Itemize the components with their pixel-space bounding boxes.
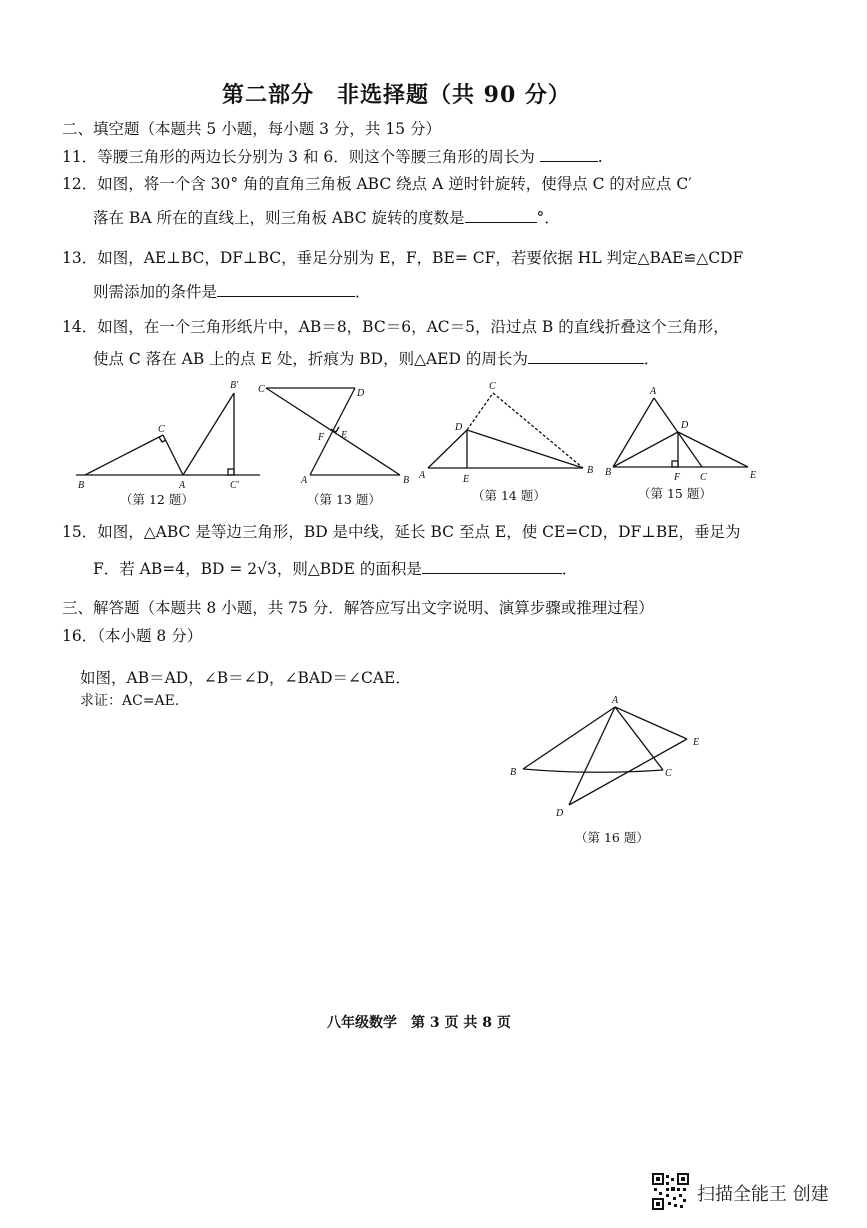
segment-bc: [523, 769, 663, 772]
label-a: A: [612, 695, 619, 706]
segment-ae: [615, 707, 687, 739]
label-a: A: [419, 470, 426, 481]
label-b: B: [78, 480, 85, 491]
right-angle-mark: [672, 461, 678, 467]
question-text: F．若 AB=4，BD = 2√3，则△BDE 的面积是: [93, 560, 422, 578]
caption-fig12: （第 12 题）: [120, 492, 194, 507]
answer-blank: [422, 559, 562, 574]
question-15-line2: [93, 557, 577, 579]
label-a: A: [301, 475, 308, 486]
question-end: ．: [355, 283, 371, 301]
answer-blank: [217, 282, 355, 297]
question-end: .: [597, 148, 603, 166]
segment-ad: [569, 707, 615, 805]
question-number: 12．: [62, 175, 98, 193]
segment-ab-prime: [183, 393, 234, 475]
label-e: E: [463, 474, 470, 485]
question-text: 如图，△ABC 是等边三角形，BD 是中线，延长 BC 至点 E，使 CE=CD，DF⊥BE，垂足为: [97, 523, 741, 541]
label-e: E: [341, 430, 348, 441]
question-text: 使点 C 落在 AB 上的点 E 处，折痕为 BD，则△AED 的周长为: [93, 350, 528, 368]
label-c: C: [258, 384, 265, 395]
question-number: 11．: [62, 148, 98, 166]
answer-blank: [465, 208, 537, 223]
segment-ad: [428, 430, 467, 468]
label-b: B: [587, 465, 594, 476]
label-e: E: [750, 470, 757, 481]
question-text: 如图，将一个含 30° 角的直角三角板 ABC 绕点 A 逆时针旋转，使得点 C 的对应点 C′: [97, 175, 692, 193]
segment-de: [678, 432, 748, 467]
label-c: C: [489, 381, 496, 392]
question-16-header: [62, 624, 202, 646]
label-b-prime: B′: [230, 380, 239, 391]
segment-ca: [163, 435, 183, 475]
label-f: F: [674, 472, 681, 483]
qr-code-icon: [652, 1173, 689, 1210]
question-points: （本小题 8 分）: [97, 627, 203, 645]
question-16-given: 如图，AB＝AD，∠B＝∠D，∠BAD＝∠CAE．: [80, 669, 411, 687]
label-f: F: [318, 432, 325, 443]
label-a: A: [179, 480, 186, 491]
question-11: [62, 145, 603, 167]
figure-13: [266, 388, 400, 475]
caption-fig14: （第 14 题）: [472, 488, 546, 503]
question-text: 等腰三角形的两边长分别为 3 和 6．则这个等腰三角形的周长为: [97, 148, 535, 166]
label-b: B: [605, 467, 612, 478]
label-c: C: [700, 472, 707, 483]
page-title: 第二部分 非选择题（共 90 分）: [222, 82, 571, 108]
caption-fig13: （第 13 题）: [307, 492, 381, 507]
section-heading-fill-in: 二、填空题（本题共 5 小题，每小题 3 分，共 15 分）: [62, 120, 442, 138]
question-number: 14．: [62, 318, 98, 336]
question-text: 落在 BA 所在的直线上，则三角板 ABC 旋转的度数是: [93, 209, 465, 227]
segment-db: [467, 430, 583, 468]
label-b: B: [510, 767, 517, 778]
question-text: 如图，AE⊥BC，DF⊥BC，垂足分别为 E，F，BE= CF，若要依据 HL 判定△BAE≌△CDF: [97, 249, 744, 267]
question-14-line2: [93, 347, 659, 369]
caption-fig15: （第 15 题）: [638, 486, 712, 501]
segment-ba: [523, 707, 615, 769]
label-b: B: [403, 475, 410, 486]
caption-fig16: （第 16 题）: [575, 830, 649, 845]
figure-14: [428, 393, 583, 468]
question-13-line2: [93, 280, 371, 302]
page-footer: 八年级数学 第 3 页 共 8 页: [327, 1015, 511, 1031]
label-c: C: [158, 424, 165, 435]
label-c-prime: C′: [230, 480, 239, 491]
label-d: D: [455, 422, 463, 433]
label-d: D: [357, 388, 365, 399]
question-13-line1: [62, 246, 743, 268]
label-e: E: [693, 737, 700, 748]
question-end: °．: [536, 209, 560, 227]
question-end: ．: [561, 560, 578, 578]
figures-12-15: [60, 375, 770, 495]
figure-12: [76, 393, 260, 475]
question-end: ．: [643, 350, 660, 368]
label-c: C: [665, 768, 672, 779]
question-12-line1: [62, 172, 692, 194]
watermark-text: 扫描全能王 创建: [697, 1184, 829, 1205]
segment-ac: [615, 707, 663, 770]
question-15-line1: [62, 520, 741, 542]
section-heading-solutions: 三、解答题（本题共 8 小题，共 75 分．解答应写出文字说明、演算步骤或推理过程）: [62, 599, 654, 617]
dashed-cb: [493, 393, 583, 468]
question-text: 如图，在一个三角形纸片中，AB＝8，BC＝6，AC＝5，沿过点 B 的直线折叠这个三角形，: [97, 318, 729, 336]
segment-da: [310, 388, 355, 475]
answer-blank: [528, 349, 644, 364]
label-a: A: [650, 386, 657, 397]
figure-16: [505, 692, 720, 822]
question-number: 15．: [62, 523, 98, 541]
question-16-prove: 求证：AC=AE.: [80, 693, 180, 709]
figure-15: [613, 398, 748, 467]
question-14-line1: [62, 315, 729, 337]
question-number: 16．: [62, 627, 98, 645]
question-number: 13．: [62, 249, 98, 267]
label-d: D: [556, 808, 564, 819]
question-text: 则需添加的条件是: [93, 283, 218, 301]
label-d: D: [681, 420, 689, 431]
answer-blank: [540, 147, 598, 162]
question-12-line2: [93, 206, 560, 228]
right-angle-mark: [228, 469, 234, 475]
dashed-dc: [467, 393, 493, 430]
segment-bc: [85, 435, 163, 475]
